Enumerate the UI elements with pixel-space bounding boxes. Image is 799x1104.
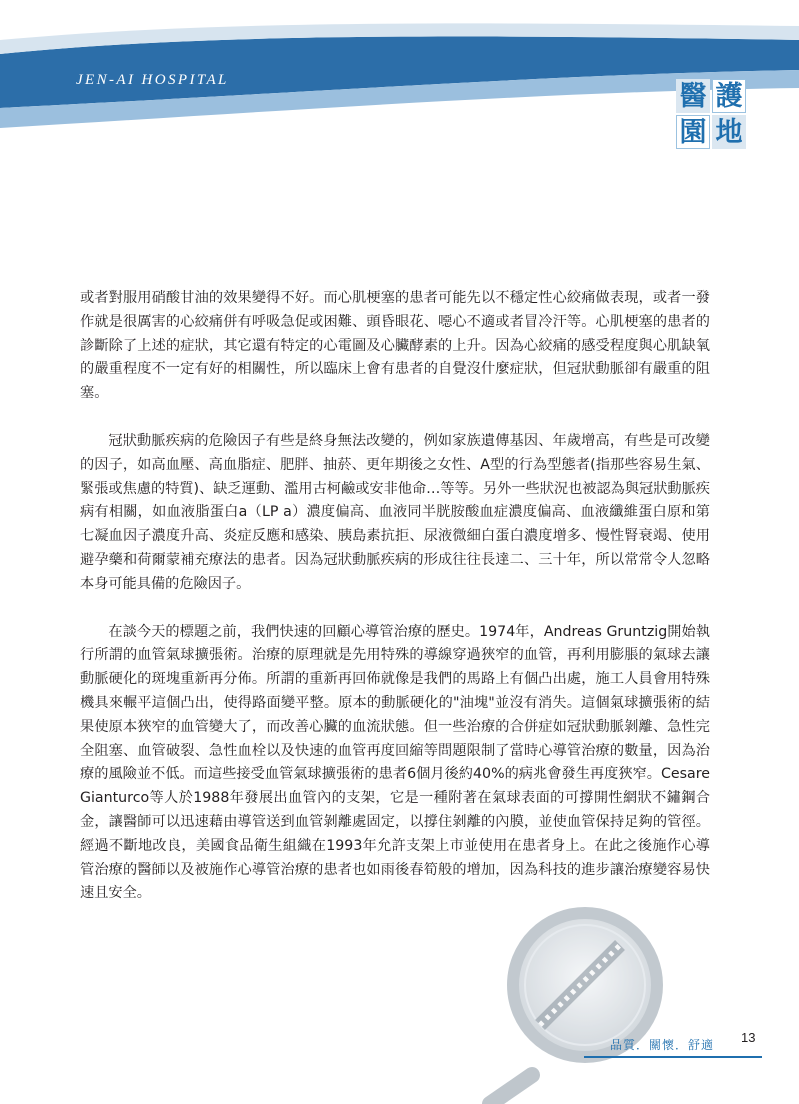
logo-char-yi: 護 [712, 79, 746, 113]
paragraph-risk-factors: 冠狀動脈疾病的危險因子有些是終身無法改變的，例如家族遺傳基因、年歲增高，有些是可改變的因子，如高血壓、高血脂症、肥胖、抽菸、更年期後之女性、A型的行為型態者(指那些容易生氣、緊張或焦慮的特質)、缺乏運動、濫用古柯鹼或安非他命…等等。另外一些狀況也被認為與冠狀動脈疾病有相關，如血液脂蛋白a（LP a）濃度偏高、血液同半胱胺酸血症濃度偏高、血液纖維蛋白原和第七凝血因子濃度升高、炎症反應和感染、胰島素抗拒、尿液微細白蛋白濃度增多、慢性腎衰竭、使用避孕藥和荷爾蒙補充療法的患者。因為冠狀動脈疾病的形成往往長達二、三十年，所以常常令人忽略本身可能具備的危險因子。 [80, 432, 710, 592]
article-body [80, 287, 710, 930]
magnifier-illustration [470, 905, 790, 1104]
logo-char-di: 地 [712, 115, 746, 149]
footer-divider [584, 1056, 762, 1058]
logo-char-yuan: 園 [676, 115, 710, 149]
hospital-logo [676, 79, 746, 149]
logo-char-hu: 醫 [676, 79, 710, 113]
paragraph-history: 在談今天的標題之前，我們快速的回顧心導管治療的歷史。1974年，Andreas Gruntzig開始執行所謂的血管氣球擴張術。治療的原理就是先用特殊的導線穿過狹窄的血管，再利用膨脹的氣球去讓動脈硬化的斑塊重新再分佈。所謂的重新再回佈就像是我們的馬路上有個凸出處，施工人員會用特殊機具來輾平這個凸出，使得路面變平整。原本的動脈硬化的"油塊"並沒有消失。這個氣球擴張術的結果使原本狹窄的血管變大了，而改善心臟的血流狀態。但一些治療的合併症如冠狀動脈剝離、急性完全阻塞、血管破裂、急性血栓以及快速的血管再度回縮等問題限制了當時心導管治療的數量，因為治療的風險並不低。而這些接受血管氣球擴張術的患者6個月後約40%的病兆會發生再度狹窄。Cesare Gianturco等人於1988年發展出血管內的支架，它是一種附著在氣球表面的可撐開性網狀不鏽鋼合金，讓醫師可以迅速藉由導管送到血管剝離處固定，以撐住剝離的內膜，並使血管保持足夠的管徑。經過不斷地改良，美國食品衛生組織在1993年允許支架上市並使用在患者身上。在此之後施作心導管治療的醫師以及被施作心導管治療的患者也如雨後春筍般的增加，因為科技的進步讓治療變容易快速且安全。 [80, 623, 710, 902]
hospital-name: JEN-AI HOSPITAL [76, 72, 229, 88]
paragraph-symptoms: 或者對服用硝酸甘油的效果變得不好。而心肌梗塞的患者可能先以不穩定性心絞痛做表現，或者一發作就是很厲害的心絞痛併有呼吸急促或困難、頭昏眼花、噁心不適或者冒冷汗等。心肌梗塞的患者的診斷除了上述的症狀，其它還有特定的心電圖及心臟酵素的上升。因為心絞痛的感受程度與心肌缺氧的嚴重程度不一定有好的相關性，所以臨床上會有患者的自覺沒什麼症狀，但冠狀動脈卻有嚴重的阻塞。 [80, 290, 710, 402]
footer-slogan: 品質．關懷．舒適 [610, 1038, 715, 1052]
page-number: 13 [741, 1030, 756, 1045]
